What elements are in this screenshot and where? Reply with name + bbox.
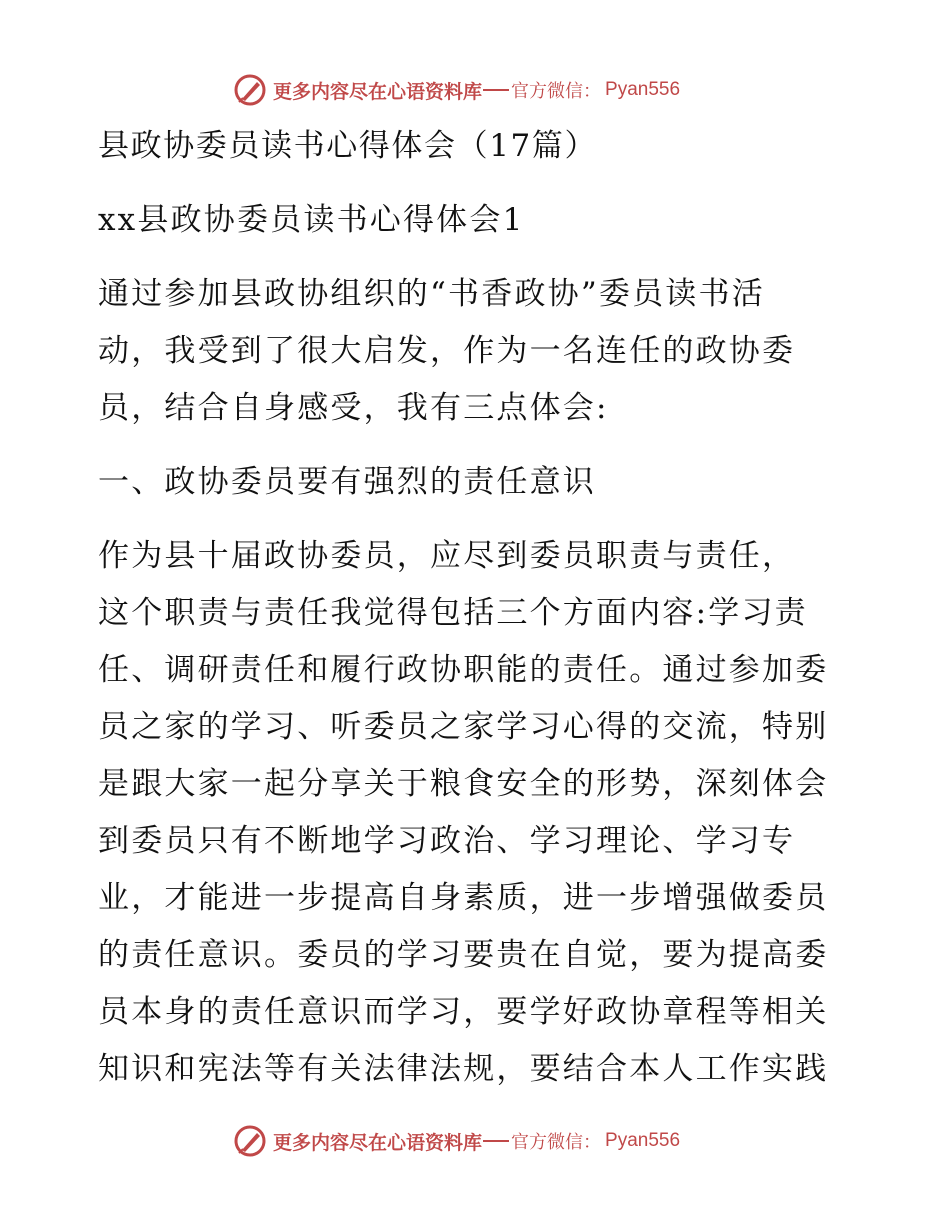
document-title: 县政协委员读书心得体会（17篇） [98,128,598,164]
section1-line-6: 到委员只有不断地学习政治、学习理论、学习专 [98,823,796,859]
section1-line-4: 员之家的学习、听委员之家学习心得的交流，特别 [98,709,829,745]
footer-promo-text: 更多内容尽在心语资料库 [273,1131,483,1154]
footer-official-label: 官方微信： [511,1132,602,1153]
intro-line-2: 动，我受到了很大启发，作为一名连任的政协委 [98,333,796,369]
header-promo-text: 更多内容尽在心语资料库 [273,80,483,103]
header-banner [233,70,680,110]
intro-line-1: 通过参加县政协组织的“书香政协”委员读书活 [98,276,765,312]
header-official-label: 官方微信： [511,81,602,102]
section1-line-5: 是跟大家一起分享关于粮食安全的形势，深刻体会 [98,766,829,802]
intro-line-3: 员，结合自身感受，我有三点体会: [98,390,609,426]
section1-line-1: 作为县十届政协委员，应尽到委员职责与责任， [98,538,796,574]
footer-divider [483,1140,509,1142]
footer-wechat-id: Pyan556 [605,1130,681,1151]
section1-line-7: 业，才能进一步提高自身素质，进一步增强做委员 [98,880,829,916]
quill-pen-logo-icon [233,73,267,107]
section1-line-9: 员本身的责任意识而学习，要学好政协章程等相关 [98,994,829,1030]
header-wechat-id: Pyan556 [605,79,681,100]
section1-line-10: 知识和宪法等有关法律法规，要结合本人工作实践 [98,1051,829,1087]
document-body [98,118,858,1098]
header-divider [483,89,509,91]
section-heading-1: 一、政协委员要有强烈的责任意识 [98,464,596,500]
section1-line-2: 这个职责与责任我觉得包括三个方面内容:学习责 [98,595,808,631]
section1-line-8: 的责任意识。委员的学习要贵在自觉，要为提高委 [98,937,829,973]
document-subtitle: xx县政协委员读书心得体会1 [98,202,525,238]
quill-pen-logo-icon [233,1124,267,1158]
section1-line-3: 任、调研责任和履行政协职能的责任。通过参加委 [98,652,829,688]
footer-banner [233,1121,680,1161]
